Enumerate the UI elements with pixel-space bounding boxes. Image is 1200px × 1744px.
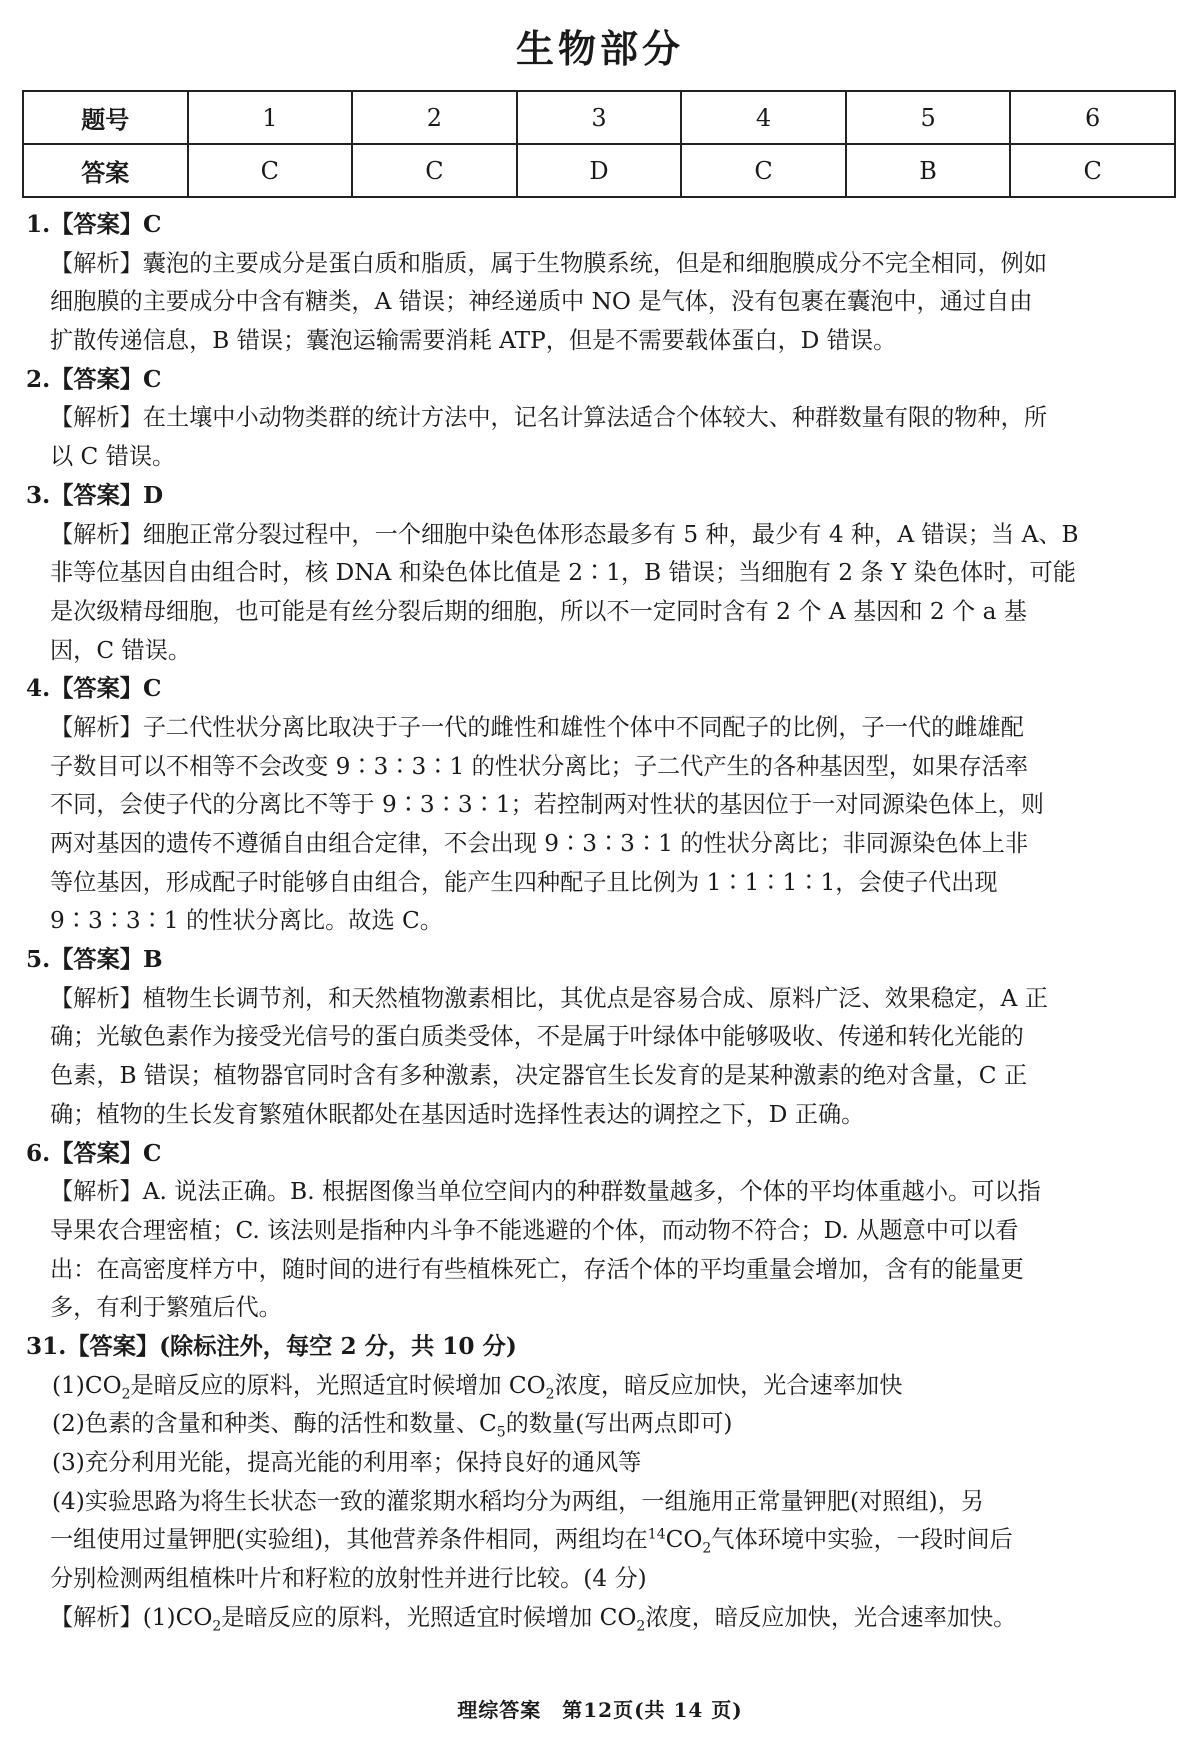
answer-heading-31: 31.【答案】(除标注外，每空 2 分，共 10 分)	[26, 1332, 517, 1360]
subscript: 2	[212, 1618, 222, 1635]
text-run: 的数量(写出两点即可)	[505, 1410, 733, 1438]
explanation-line: 色素，B 错误；植物器官同时含有多种激素，决定器官生长发育的是某种激素的绝对含量，C 正	[50, 1062, 1028, 1090]
table-cell: 3	[517, 91, 682, 144]
explanation-line: 等位基因，形成配子时能够自由组合，能产生四种配子且比例为 1∶1∶1∶1，会使子代出现	[50, 868, 998, 896]
text-run: (2)色素的含量和种类、酶的活性和数量、C	[52, 1410, 497, 1438]
table-cell: 1	[188, 91, 353, 144]
table-cell: C	[1010, 144, 1175, 197]
page-title: 生物部分	[515, 27, 684, 71]
table-cell: 4	[681, 91, 846, 144]
answer-line: 分别检测两组植株叶片和籽粒的放射性并进行比较。(4 分)	[50, 1565, 647, 1593]
explanation-line: 多，有利于繁殖后代。	[50, 1294, 282, 1322]
explanation-line: 【解析】A. 说法正确。B. 根据图像当单位空间内的种群数量越多，个体的平均体重越小。可以指	[50, 1178, 1041, 1206]
table-cell: 2	[352, 91, 517, 144]
text-run: CO	[665, 1526, 703, 1554]
table-cell: 5	[846, 91, 1011, 144]
answer-heading-2: 2.【答案】C	[26, 365, 162, 393]
table-cell: C	[188, 144, 353, 197]
subscript: 2	[702, 1541, 712, 1558]
explanation-line: 因，C 错误。	[50, 636, 192, 664]
explanation-line: 【解析】子二代性状分离比取决于子一代的雌性和雄性个体中不同配子的比例，子一代的雌雄配	[50, 713, 1024, 741]
text-run: 气体环境中实验，一段时间后	[711, 1526, 1013, 1554]
text-run: 是暗反应的原料，光照适宜时候增加 CO	[221, 1603, 637, 1631]
table-cell: C	[681, 144, 846, 197]
table-header-number: 题号	[23, 91, 188, 144]
table-cell: 6	[1010, 91, 1175, 144]
explanation-line: 【解析】在土壤中小动物类群的统计方法中，记名计算法适合个体较大、种群数量有限的物种，所	[50, 404, 1048, 432]
explanation-line: 【解析】囊泡的主要成分是蛋白质和脂质，属于生物膜系统，但是和细胞膜成分不完全相同，例如	[50, 249, 1048, 277]
text-run: 【解析】(1)CO	[50, 1603, 213, 1631]
answer-line	[26, 1405, 1176, 1444]
text-run: 是暗反应的原料，光照适宜时候增加 CO	[130, 1371, 546, 1399]
explanation-line: 【解析】植物生长调节剂，和天然植物激素相比，其优点是容易合成、原料广泛、效果稳定，A 正	[50, 984, 1048, 1012]
explanation-line: 以 C 错误。	[50, 443, 176, 471]
page-footer: 理综答案 第12页(共 14 页)	[457, 1698, 743, 1722]
answer-line: (3)充分利用光能，提高光能的利用率；保持良好的通风等	[52, 1449, 642, 1476]
subscript: 2	[545, 1386, 555, 1403]
table-header-answer: 答案	[23, 144, 188, 197]
explanation-line	[26, 1599, 1176, 1638]
answer-line	[26, 1521, 1176, 1560]
answer-heading-1: 1.【答案】C	[26, 211, 162, 238]
explanation-line: 导果农合理密植；C. 该法则是指种内斗争不能逃避的个体，而动物不符合；D. 从题意中可以看	[50, 1216, 1019, 1244]
subscript: 5	[496, 1424, 506, 1441]
explanation-line: 9∶3∶3∶1 的性状分离比。故选 C。	[50, 907, 443, 935]
text-run: 浓度，暗反应加快，光合速率加快。	[645, 1603, 1017, 1631]
explanation-line: 非等位基因自由组合时，核 DNA 和染色体比值是 2∶1，B 错误；当细胞有 2 条 Y 染色体时，可能	[50, 559, 1076, 587]
explanation-line: 子数目可以不相等不会改变 9∶3∶3∶1 的性状分离比；子二代产生的各种基因型，如果存活率	[50, 752, 1029, 780]
explanation-line: 细胞膜的主要成分中含有糖类，A 错误；神经递质中 NO 是气体，没有包裹在囊泡中，通过自由	[50, 288, 1033, 316]
answer-heading-6: 6.【答案】C	[26, 1139, 162, 1167]
explanation-line: 【解析】细胞正常分裂过程中，一个细胞中染色体形态最多有 5 种，最少有 4 种，A 错误；当 A、B	[50, 520, 1079, 548]
superscript: 14	[647, 1526, 666, 1543]
table-cell: B	[846, 144, 1011, 197]
table-row	[23, 91, 1175, 144]
text-run: (1)CO	[52, 1371, 122, 1399]
text-run: 一组使用过量钾肥(实验组)，其他营养条件相同，两组均在	[50, 1526, 648, 1554]
answer-heading-3: 3.【答案】D	[26, 481, 164, 509]
explanation-line: 不同，会使子代的分离比不等于 9∶3∶3∶1；若控制两对性状的基因位于一对同源染色体上，则	[50, 791, 1044, 819]
explanation-line: 出：在高密度样方中，随时间的进行有些植株死亡，存活个体的平均重量会增加，含有的能量更	[50, 1255, 1024, 1283]
answer-line: (4)实验思路为将生长状态一致的灌浆期水稻均分为两组，一组施用正常量钾肥(对照组)，另	[52, 1487, 985, 1515]
subscript: 2	[121, 1386, 131, 1403]
subscript: 2	[636, 1618, 646, 1635]
text-run: 浓度，暗反应加快，光合速率加快	[554, 1371, 903, 1399]
answer-heading-5: 5.【答案】B	[26, 946, 163, 974]
answer-heading-4: 4.【答案】C	[26, 675, 162, 703]
table-row	[23, 144, 1175, 197]
answer-table	[22, 90, 1176, 198]
answer-content	[26, 206, 1176, 1637]
table-cell: C	[352, 144, 517, 197]
explanation-line: 两对基因的遗传不遵循自由组合定律，不会出现 9∶3∶3∶1 的性状分离比；非同源染色体上非	[50, 830, 1029, 857]
table-cell: D	[517, 144, 682, 197]
answer-line	[26, 1367, 1176, 1406]
explanation-line: 确；光敏色素作为接受光信号的蛋白质类受体，不是属于叶绿体中能够吸收、传递和转化光能的	[50, 1023, 1024, 1051]
explanation-line: 扩散传递信息，B 错误；囊泡运输需要消耗 ATP，但是不需要载体蛋白，D 错误。	[50, 327, 897, 355]
explanation-line: 是次级精母细胞，也可能是有丝分裂后期的细胞，所以不一定同时含有 2 个 A 基因和 2 个 a 基	[50, 597, 1027, 625]
explanation-line: 确；植物的生长发育繁殖休眠都处在基因适时选择性表达的调控之下，D 正确。	[50, 1100, 865, 1128]
